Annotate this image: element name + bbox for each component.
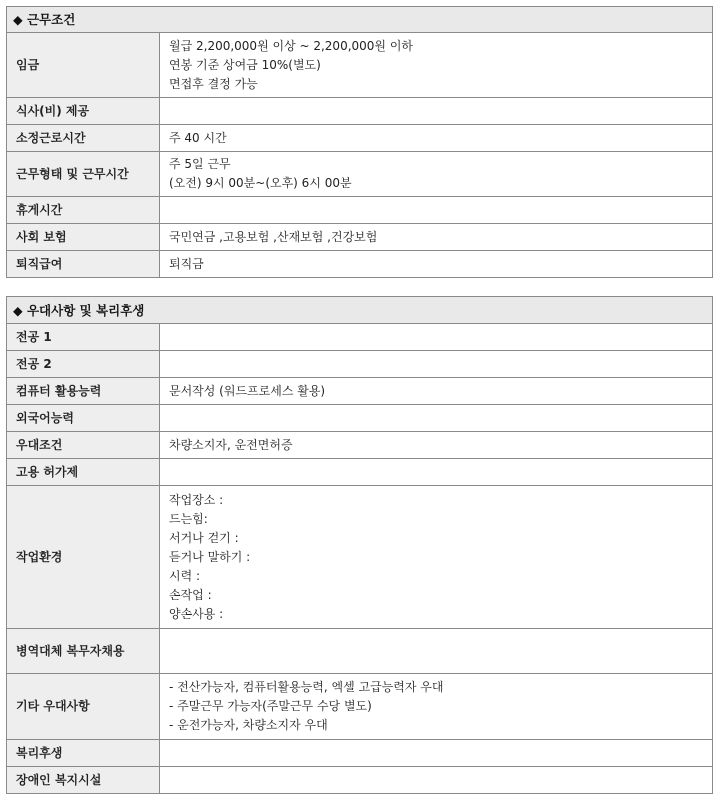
row-label: 사회 보험 — [7, 224, 160, 251]
row-label: 임금 — [7, 33, 160, 98]
row-label: 식사(비) 제공 — [7, 98, 160, 125]
value-line: 국민연금 ,고용보험 ,산재보험 ,건강보험 — [169, 229, 378, 244]
table-row — [7, 432, 713, 459]
table-row — [7, 767, 713, 794]
value-line: 듣거나 말하기 : — [169, 549, 251, 564]
table-row — [7, 251, 713, 278]
row-value — [160, 432, 713, 459]
preferences-benefits-table — [6, 296, 713, 794]
value-line: 면접후 결정 가능 — [169, 76, 258, 91]
value-line: 손작업 : — [169, 587, 212, 602]
value-line: - 전산가능자, 컴퓨터활용능력, 엑셀 고급능력자 우대 — [169, 680, 444, 694]
table-row — [7, 324, 713, 351]
section-title: ◆ 근무조건 — [7, 7, 713, 33]
row-label: 컴퓨터 활용능력 — [7, 378, 160, 405]
section-title: ◆ 우대사항 및 복리후생 — [7, 297, 713, 324]
table-row — [7, 152, 713, 197]
row-label: 장애인 복지시설 — [7, 767, 160, 794]
row-label: 소정근로시간 — [7, 125, 160, 152]
table-row — [7, 674, 713, 740]
row-label: 복리후생 — [7, 740, 160, 767]
work-conditions-table — [6, 6, 713, 278]
value-line: 차량소지자, 운전면허증 — [169, 437, 293, 452]
table-row — [7, 351, 713, 378]
row-value — [160, 224, 713, 251]
row-label: 퇴직급여 — [7, 251, 160, 278]
value-line: 주 5일 근무 — [169, 157, 231, 171]
row-value — [160, 351, 713, 378]
row-label: 우대조건 — [7, 432, 160, 459]
row-value — [160, 459, 713, 486]
row-label: 병역대체 복무자채용 — [7, 629, 160, 674]
value-line: - 주말근무 가능자(주말근무 수당 별도) — [169, 699, 372, 713]
value-line: - 운전가능자, 차량소지자 우대 — [169, 718, 328, 732]
value-line: 주 40 시간 — [169, 130, 227, 145]
row-value — [160, 251, 713, 278]
row-label: 작업환경 — [7, 486, 160, 629]
row-label: 근무형태 및 근무시간 — [7, 152, 160, 197]
table-row — [7, 405, 713, 432]
value-line: 드는힘: — [169, 511, 208, 526]
row-label: 기타 우대사항 — [7, 674, 160, 740]
row-value — [160, 324, 713, 351]
value-line: (오전) 9시 00분~(오후) 6시 00분 — [169, 176, 352, 190]
row-value — [160, 125, 713, 152]
table-row — [7, 125, 713, 152]
row-value — [160, 629, 713, 674]
table-row — [7, 459, 713, 486]
row-label: 전공 1 — [7, 324, 160, 351]
row-value — [160, 33, 713, 98]
value-line: 퇴직금 — [169, 256, 204, 271]
table-row — [7, 98, 713, 125]
value-line: 시력 : — [169, 568, 201, 583]
value-line: 양손사용 : — [169, 606, 224, 621]
row-label: 고용 허가제 — [7, 459, 160, 486]
value-line: 작업장소 : — [169, 492, 224, 507]
row-value — [160, 197, 713, 224]
table-row — [7, 486, 713, 629]
row-label: 외국어능력 — [7, 405, 160, 432]
row-label: 전공 2 — [7, 351, 160, 378]
row-label: 휴게시간 — [7, 197, 160, 224]
row-value — [160, 486, 713, 629]
value-line: 서거나 걷기 : — [169, 530, 239, 545]
row-value — [160, 767, 713, 794]
table-row — [7, 33, 713, 98]
row-value — [160, 740, 713, 767]
row-value — [160, 98, 713, 125]
row-value — [160, 152, 713, 197]
table-row — [7, 224, 713, 251]
row-value — [160, 378, 713, 405]
table-row — [7, 629, 713, 674]
value-line: 문서작성 (워드프로세스 활용) — [169, 383, 326, 398]
table-row — [7, 740, 713, 767]
value-line: 월급 2,200,000원 이상 ~ 2,200,000원 이하 — [169, 38, 414, 53]
table-row — [7, 378, 713, 405]
row-value — [160, 405, 713, 432]
table-row — [7, 197, 713, 224]
row-value — [160, 674, 713, 740]
value-line: 연봉 기준 상여금 10%(별도) — [169, 57, 321, 72]
